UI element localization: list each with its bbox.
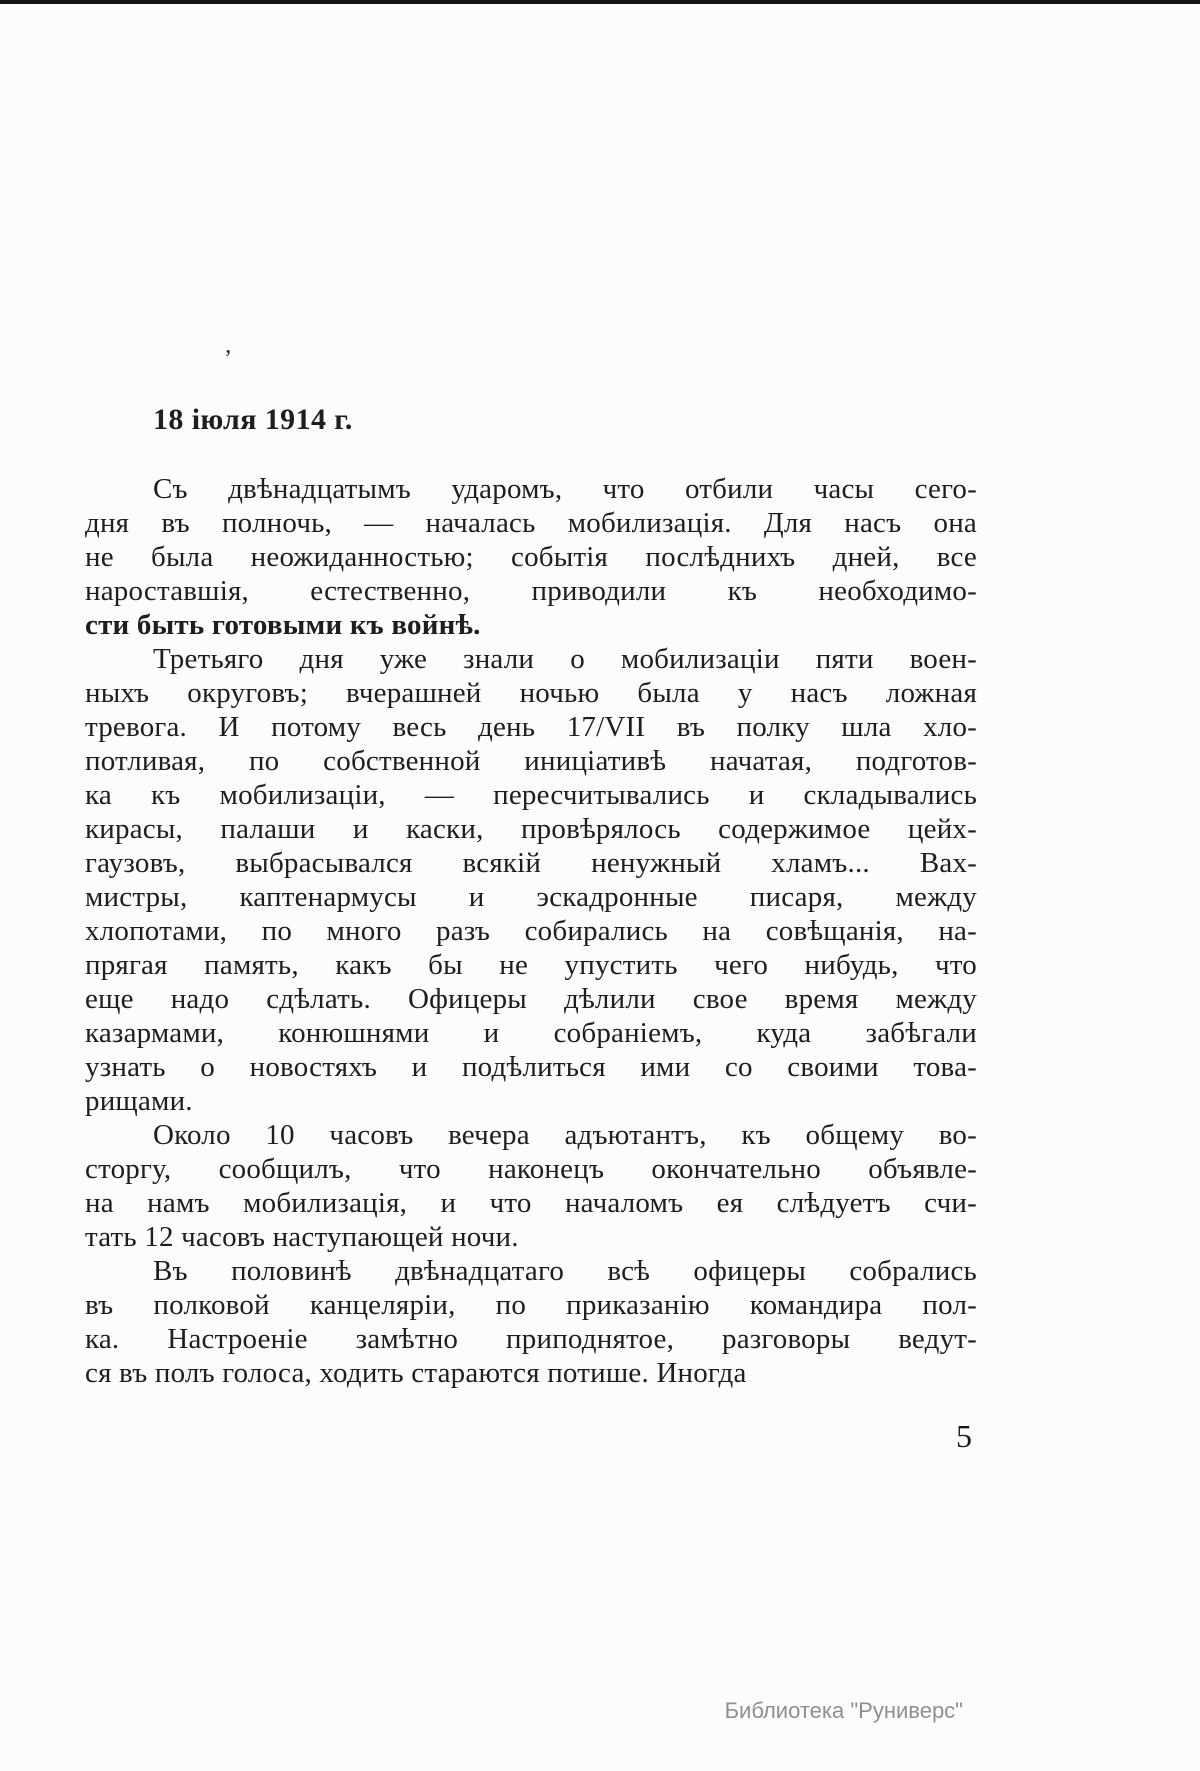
text-line: Съ двѣнадцатымъ ударомъ, что отбили часы сего- xyxy=(153,473,977,505)
text-line: кирасы, палаши и каски, провѣрялось содержимое цейх- xyxy=(85,813,977,845)
library-watermark: Библиотека "Руниверс" xyxy=(724,1698,963,1723)
paragraph xyxy=(85,1118,977,1254)
text-line: ка. Настроеніе замѣтно приподнятое, разговоры ведут- xyxy=(85,1323,977,1355)
text-line: ныхъ округовъ; вчерашней ночью была у насъ ложная xyxy=(85,677,977,709)
paragraph xyxy=(85,642,977,1118)
scan-edge xyxy=(0,0,1200,4)
text-line: мистры, каптенармусы и эскадронные писаря, между xyxy=(85,881,977,913)
text-line: на намъ мобилизація, и что началомъ ея слѣдуетъ счи- xyxy=(85,1187,977,1219)
text-line: не была неожиданностью; событія послѣднихъ дней, все xyxy=(85,541,977,573)
text-line: тать 12 часовъ наступающей ночи. xyxy=(85,1221,519,1253)
text-line: еще надо сдѣлать. Офицеры дѣлили свое время между xyxy=(85,983,977,1015)
text-line: ся въ полъ голоса, ходить стараются потише. Иногда xyxy=(85,1357,747,1389)
text-block xyxy=(85,402,977,1390)
paragraph xyxy=(85,472,977,642)
text-line: сторгу, сообщилъ, что наконецъ окончательно объявле- xyxy=(85,1153,977,1185)
text-line: сти быть готовыми къ войнѣ. xyxy=(85,609,481,641)
text-line: потливая, по собственной иниціативѣ начатая, подготов- xyxy=(85,745,977,777)
text-line: нароставшія, естественно, приводили къ необходимо- xyxy=(85,575,977,607)
scan-artifact-mark: ’ xyxy=(224,346,232,372)
text-line: Въ половинѣ двѣнадцатаго всѣ офицеры собрались xyxy=(153,1255,977,1287)
text-line: хлопотами, по много разъ собирались на совѣщанія, на- xyxy=(85,915,977,947)
text-line: ка къ мобилизаціи, — пересчитывались и складывались xyxy=(85,779,977,811)
text-line: узнать о новостяхъ и подѣлиться ими со своими това- xyxy=(85,1051,977,1083)
text-line: Третьяго дня уже знали о мобилизаціи пяти воен- xyxy=(153,643,977,675)
paragraph xyxy=(85,1254,977,1390)
text-line: дня въ полночь, — началась мобилизація. Для насъ она xyxy=(85,507,977,539)
entry-date-heading: 18 іюля 1914 г. xyxy=(153,403,353,436)
text-line: въ полковой канцеляріи, по приказанію командира пол- xyxy=(85,1289,977,1321)
text-line: Около 10 часовъ вечера адъютантъ, къ общему во- xyxy=(153,1119,977,1151)
page-number: 5 xyxy=(956,1418,972,1454)
body-text xyxy=(85,472,977,1390)
text-line: рищами. xyxy=(85,1085,193,1117)
text-line: гаузовъ, выбрасывался всякій ненужный хламъ... Вах- xyxy=(85,847,977,879)
text-line: тревога. И потому весь день 17/VII въ полку шла хло- xyxy=(85,711,977,743)
text-line: прягая память, какъ бы не упустить чего нибудь, что xyxy=(85,949,977,981)
text-line: казармами, конюшнями и собраніемъ, куда забѣгали xyxy=(85,1017,977,1049)
